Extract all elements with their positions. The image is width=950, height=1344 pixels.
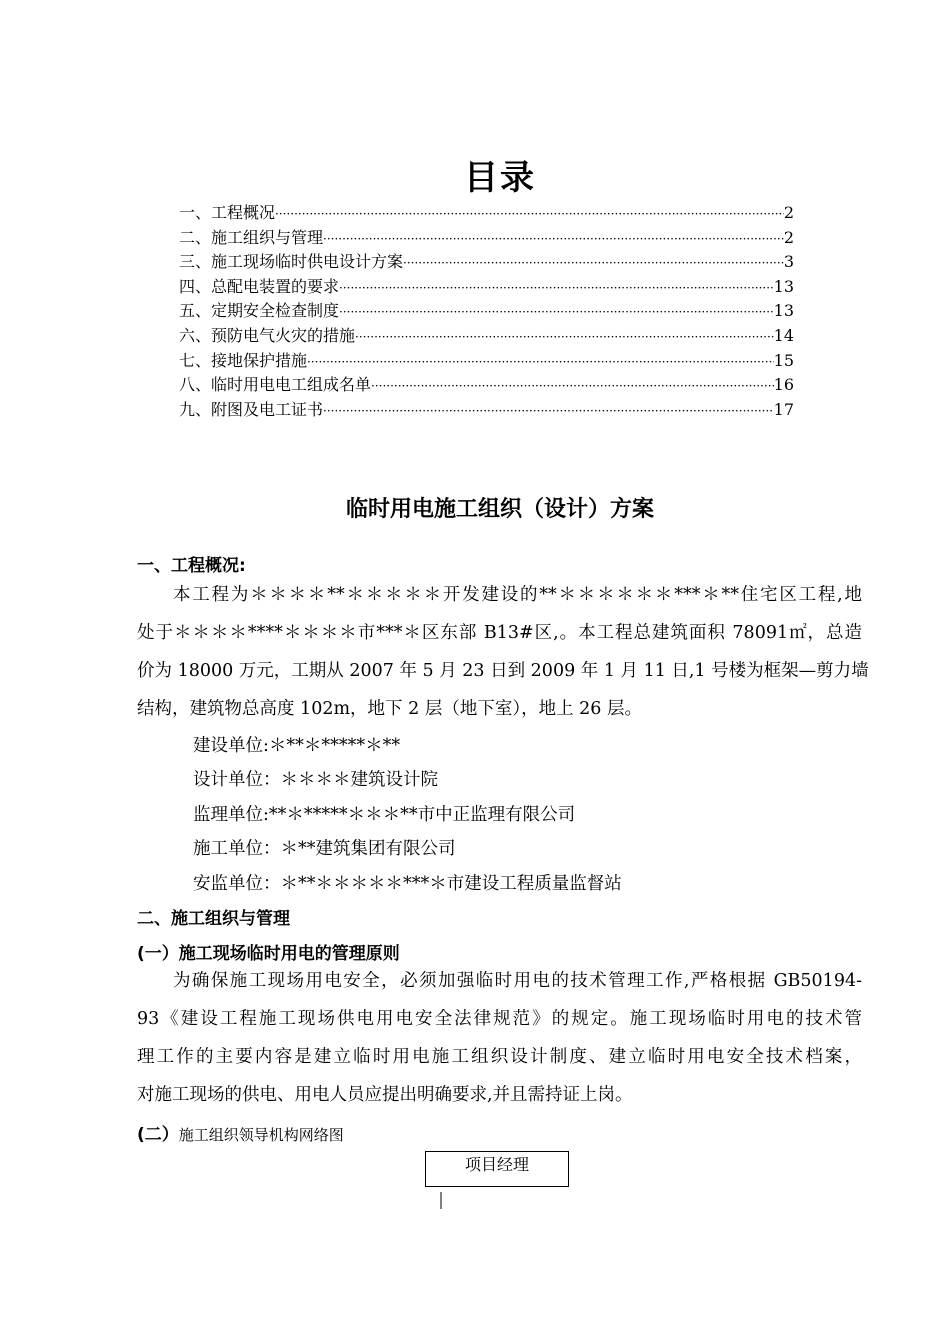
toc-entry-page-number: 16: [773, 375, 794, 395]
toc-entry[interactable]: [179, 323, 794, 348]
toc-entry-page-number: 3: [783, 252, 794, 272]
toc-entry-page-number: 2: [783, 227, 794, 247]
org-chart-down-arrow-icon: [440, 1192, 442, 1210]
paragraph-line: 结构，建筑物总高度 102m，地下 2 层（地下室），地上 26 层。: [137, 699, 642, 719]
subsection-number: (二）: [137, 1125, 179, 1145]
toc-entry-label: 四、总配电装置的要求: [179, 276, 340, 296]
unit-line-safety: 安监单位：＊**＊＊＊＊＊***＊市建设工程质量监督站: [193, 874, 622, 894]
toc-entry-label: 九、附图及电工证书: [179, 399, 324, 419]
principles-paragraph: [137, 962, 862, 1114]
paragraph-line: 93《建设工程施工现场供电用电安全法律规范》的规定。施工现场临时用电的技术管: [137, 1009, 862, 1029]
toc-entry[interactable]: [179, 200, 794, 225]
toc-entry-page-number: 15: [773, 350, 794, 370]
toc-entry-label: 七、接地保护措施: [179, 350, 308, 370]
unit-line-designer: 设计单位：＊＊＊＊建筑设计院: [193, 770, 438, 790]
toc-leader-dots: [371, 379, 774, 393]
toc-entry-label: 八、临时用电电工组成名单: [179, 375, 372, 395]
toc-entry-page-number: 17: [773, 399, 794, 419]
toc-leader-dots: [275, 207, 784, 221]
subsection-heading-principles: (一）施工现场临时用电的管理原则: [137, 944, 400, 964]
subsection-heading-org-chart: [137, 1120, 344, 1145]
paragraph-line: 对施工现场的供电、用电人员应提出明确要求,并且需持证上岗。: [137, 1085, 633, 1105]
toc-entry[interactable]: [179, 348, 794, 373]
paragraph-line: 理工作的主要内容是建立临时用电施工组织设计制度、建立临时用电安全技术档案，: [137, 1047, 862, 1067]
toc-entry-label: 五、定期安全检查制度: [179, 301, 340, 321]
toc-entry-page-number: 14: [773, 325, 794, 345]
paragraph-line: 处于＊＊＊＊****＊＊＊＊市***＊区东部 B13#区,。本工程总建筑面积 78091㎡，总造: [137, 623, 862, 643]
unit-line-builder: 建设单位:＊**＊*****＊**: [193, 736, 401, 756]
toc-entry-label: 二、施工组织与管理: [179, 227, 324, 247]
unit-line-contractor: 施工单位：＊**建筑集团有限公司: [193, 839, 456, 859]
toc-entry[interactable]: [179, 298, 794, 323]
toc-entry-page-number: 13: [773, 276, 794, 296]
toc-entry-label: 三、施工现场临时供电设计方案: [179, 252, 404, 272]
subsection-title: 施工组织领导机构网络图: [178, 1126, 344, 1144]
toc-leader-dots: [323, 404, 774, 418]
section-heading-management: 二、施工组织与管理: [137, 909, 290, 929]
document-title: 临时用电施工组织（设计）方案: [345, 497, 654, 522]
toc-entry[interactable]: [179, 372, 794, 397]
toc-entry[interactable]: [179, 397, 794, 422]
toc-title: 目录: [464, 158, 536, 198]
toc-leader-dots: [355, 330, 774, 344]
toc-leader-dots: [339, 281, 774, 295]
toc-leader-dots: [403, 256, 784, 270]
section-heading-overview: 一、工程概况:: [137, 556, 246, 576]
paragraph-line: 为确保施工现场用电安全，必须加强临时用电的技术管理工作,严格根据 GB50194-: [173, 971, 862, 991]
paragraph-line: 本工程为＊＊＊＊**＊＊＊＊＊开发建设的**＊＊＊＊＊＊***＊**住宅区工程,地: [173, 585, 862, 605]
toc-leader-dots: [323, 232, 784, 246]
toc-entry[interactable]: [179, 249, 794, 274]
toc-entry-page-number: 2: [783, 203, 794, 222]
overview-paragraph: [137, 576, 869, 728]
toc-leader-dots: [339, 305, 774, 319]
toc-entry[interactable]: [179, 225, 794, 250]
toc-entry-label: 一、工程概况: [179, 203, 276, 222]
toc-leader-dots: [307, 355, 774, 369]
toc-entry-page-number: 13: [773, 301, 794, 321]
toc-entry-label: 六、预防电气火灾的措施: [179, 325, 356, 345]
unit-line-supervisor: 监理单位:**＊*****＊＊＊**市中正监理有限公司: [193, 805, 576, 825]
paragraph-line: 价为 18000 万元，工期从 2007 年 5 月 23 日到 2009 年 1 月 11 日,1 号楼为框架—剪力墙: [137, 661, 869, 681]
org-chart-project-manager-box: 项目经理: [425, 1151, 569, 1187]
toc-entry[interactable]: [179, 274, 794, 299]
table-of-contents: [179, 200, 794, 421]
